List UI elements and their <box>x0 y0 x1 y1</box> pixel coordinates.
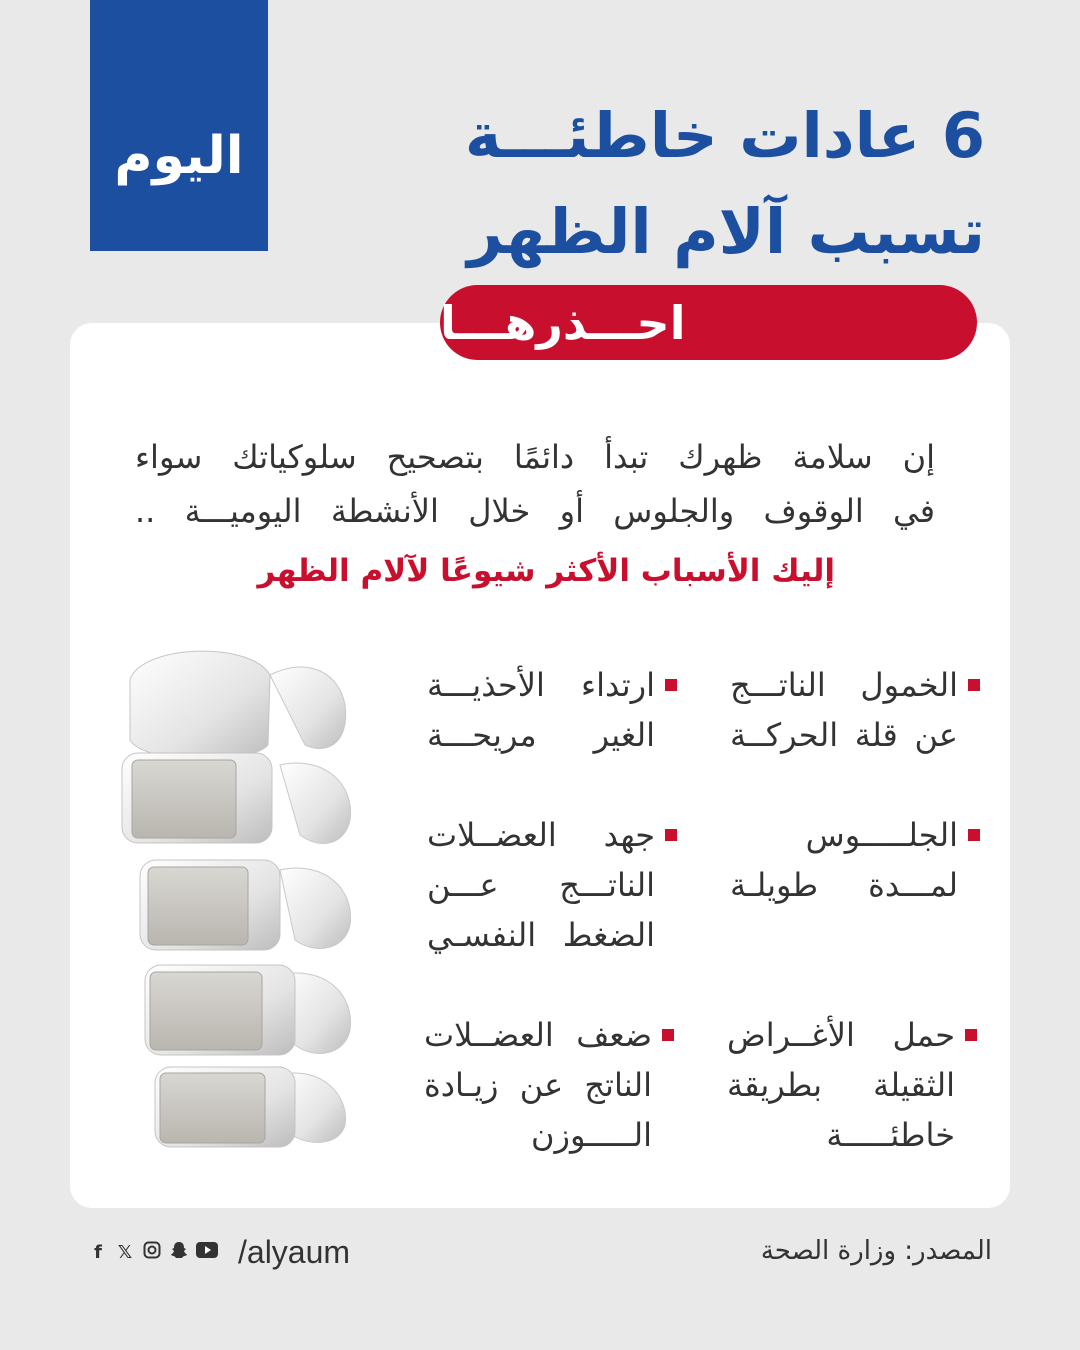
tip-line: عن قلة الحركــة <box>730 716 958 754</box>
bullet-icon <box>662 1029 674 1041</box>
social-handle[interactable]: /alyaum <box>238 1234 351 1270</box>
tip-line: الخمول الناتـــج <box>730 666 958 704</box>
social-icons <box>88 1241 216 1264</box>
tip-heavy-lifting <box>727 1010 955 1160</box>
alyaum-logo <box>90 0 268 251</box>
tip-line: ارتداء الأحذيـــة <box>427 666 655 704</box>
snapchat-icon[interactable] <box>169 1241 189 1264</box>
vertebra-top <box>130 651 270 759</box>
bullet-icon <box>665 829 677 841</box>
facebook-icon[interactable]: f <box>94 1242 102 1263</box>
spine-illustration <box>110 635 380 1150</box>
tip-line: الجلـــــوس <box>805 816 958 854</box>
tip-inactivity <box>730 660 958 760</box>
tip-line: الناتج عن زيـادة <box>424 1066 652 1104</box>
bullet-icon <box>965 1029 977 1041</box>
intro-line-2: في الوقوف والجلوس أو خلال الأنشطة اليوميـــة .. <box>135 492 935 530</box>
tip-line: لمـــدة طويلـة <box>730 866 958 904</box>
bullet-icon <box>968 679 980 691</box>
tip-line: حمل الأغــراض <box>727 1016 955 1054</box>
tip-line: الـــــوزن <box>531 1116 652 1154</box>
tip-line: الغير مريحـــة <box>427 716 655 754</box>
social-footer <box>88 1234 350 1271</box>
source-credit: المصدر: وزارة الصحة <box>760 1236 992 1266</box>
logo-text: اليوم <box>114 125 244 186</box>
page-title <box>365 88 985 280</box>
warning-badge <box>440 285 977 360</box>
tip-uncomfortable-shoes <box>427 660 655 760</box>
tip-line: جهد العضــلات <box>427 816 655 854</box>
instagram-icon[interactable] <box>142 1241 162 1264</box>
intro-paragraph <box>135 430 935 538</box>
tip-prolonged-sitting <box>730 810 958 910</box>
bullet-icon <box>665 679 677 691</box>
title-line-1: 6 عادات خاطئـــة <box>464 99 985 172</box>
bullet-icon <box>968 829 980 841</box>
warning-badge-text: احـــذرهـــا <box>440 295 686 350</box>
tip-muscle-stress <box>427 810 655 960</box>
tip-line: الناتـــج عـــن <box>427 866 655 904</box>
tip-weak-muscles <box>424 1010 652 1160</box>
tip-line: الثقيلة بطريقة <box>727 1066 955 1104</box>
youtube-icon[interactable] <box>196 1242 216 1263</box>
tip-line: الضغط النفسـي <box>427 916 655 954</box>
tip-line: ضعف العضــلات <box>424 1016 652 1054</box>
highlight-heading: إليك الأسباب الأكثر شيوعًا لآلام الظهر <box>257 553 835 589</box>
intro-line-1: إن سلامة ظهرك تبدأ دائمًا بتصحيح سلوكياتك سواء <box>135 438 935 476</box>
title-line-2: تسبب آلام الظهر <box>467 195 985 268</box>
x-icon[interactable]: 𝕏 <box>117 1242 133 1263</box>
tip-line: خاطئـــــة <box>826 1116 955 1154</box>
